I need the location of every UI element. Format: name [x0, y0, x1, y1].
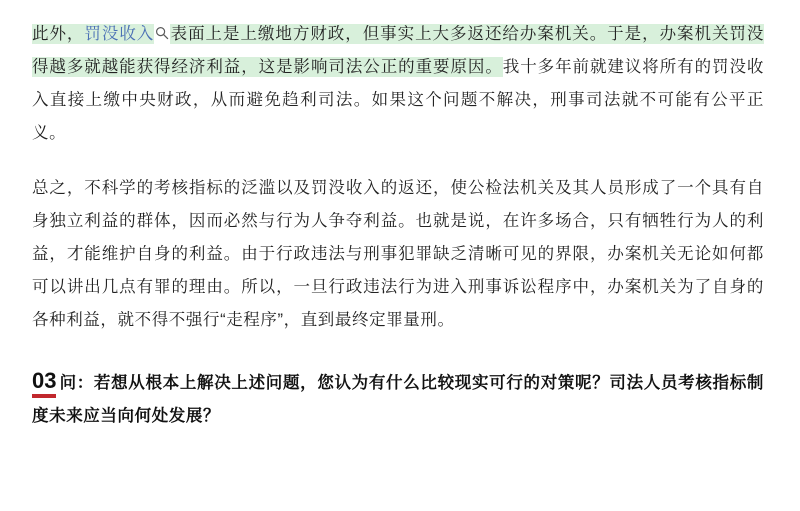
paragraph-2: 总之，不科学的考核指标的泛滥以及罚没收入的返还，使公检法机关及其人员形成了一个具有自身独立利益的群体，因而必然与行为人争夺利益。也就是说，在许多场合，只有牺牲行为人的利益，才能维护自身的利益。由于行政违法与刑事犯罪缺乏清晰可见的界限，办案机关无论如何都可以讲出几点有罪的理由。所以，一旦行政违法行为进入刑事诉讼程序中，办案机关为了自身的各种利益，就不得不强行“走程序”，直到最终定罪量刑。	[32, 179, 764, 329]
highlighted-text-lead: 此外，	[32, 25, 85, 43]
keyword-link-fines-revenue[interactable]: 罚没收入	[84, 25, 155, 43]
question-block	[32, 367, 764, 433]
right-margin-spacer	[792, 0, 800, 511]
question-text: 问：若想从根本上解决上述问题，您认为有什么比较现实可行的对策呢？司法人员考核指标制度未来应当向何处发展？	[32, 374, 764, 425]
paragraph-1	[32, 18, 764, 150]
highlighted-text-body: 表面上是上缴地方财政，但事实上大多返还给办案机关。于是，办案机关罚没得越多就越能获得经济利益，这是影响司法公正的重要原因。	[32, 25, 764, 76]
paragraph-1-tail: 我十多年前就建议将所有的罚没收入直接上缴中央财政，从而避免趋利司法。如果这个问题不解决，刑事司法就不可能有公平正义。	[32, 58, 765, 142]
search-icon[interactable]	[155, 26, 169, 40]
question-number: 03	[32, 368, 57, 393]
